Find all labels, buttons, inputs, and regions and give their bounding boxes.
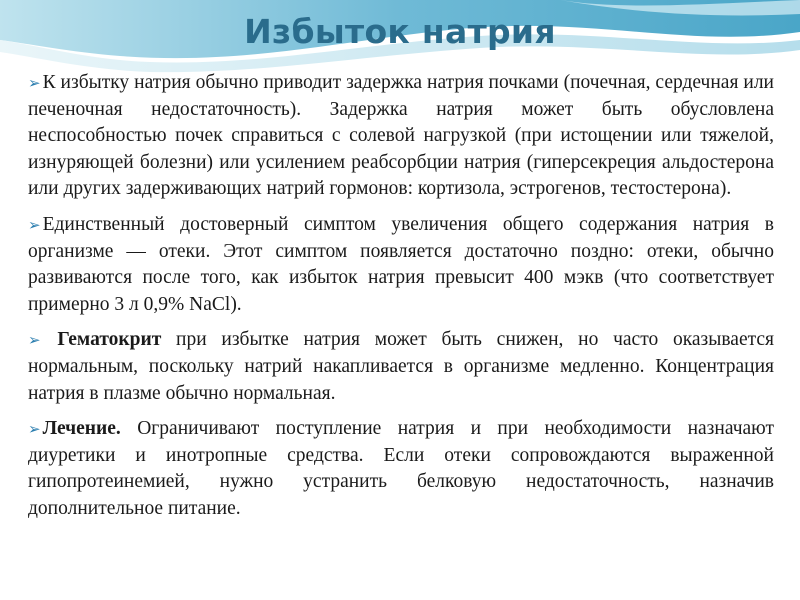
arrow-bullet-icon: ➢ xyxy=(28,420,41,439)
paragraph-hematocrit xyxy=(28,327,774,407)
paragraph-edema-symptom xyxy=(28,212,774,318)
paragraph-treatment xyxy=(28,416,774,522)
arrow-bullet-icon: ➢ xyxy=(28,74,41,92)
paragraph-text: при избытке натрия может быть снижен, но часто оказывается нормальным, поскольку натрий накапливается в организме медленно. Концентрация натрия в плазме обычно нормальная. xyxy=(28,329,774,404)
arrow-bullet-icon: ➢ xyxy=(28,331,41,350)
paragraph-lead: Гематокрит xyxy=(57,329,162,351)
paragraph-text: Ограничивают поступление натрия и при необходимости назначают диуретики и инотропные средства. Если отеки сопровождаются выраженной гипопротеинемией, нужно устранить белковую недостаточность, назначив дополнительное питание. xyxy=(28,418,774,519)
paragraph-sodium-retention xyxy=(28,70,774,203)
paragraph-lead: Лечение. xyxy=(42,418,121,440)
slide-title: Избыток натрия xyxy=(244,12,556,51)
arrow-bullet-icon: ➢ xyxy=(28,215,41,234)
slide-body xyxy=(28,70,774,532)
paragraph-text: Единственный достоверный симптом увеличения общего содержания натрия в организме — отеки. Этот симптом появляется достаточно поздно: отеки, обычно развиваются после того, как избыток натрия превысит 400 мэкв (что соответствует примерно 3 л 0,9% NaCl). xyxy=(28,213,774,315)
paragraph-text: К избытку натрия обычно приводит задержка натрия почками (почечная, сердечная или печеночная недостаточность). Задержка натрия может быть обусловлена неспособностью почек справиться с солевой нагрузкой (при истощении или тяжелой, изнуряющей болезни) или усилением реабсорбции натрия (гиперсекреция альдостерона или других задерживающих натрий гормонов: кортизола, эстрогенов, тестостерона). xyxy=(28,72,774,200)
